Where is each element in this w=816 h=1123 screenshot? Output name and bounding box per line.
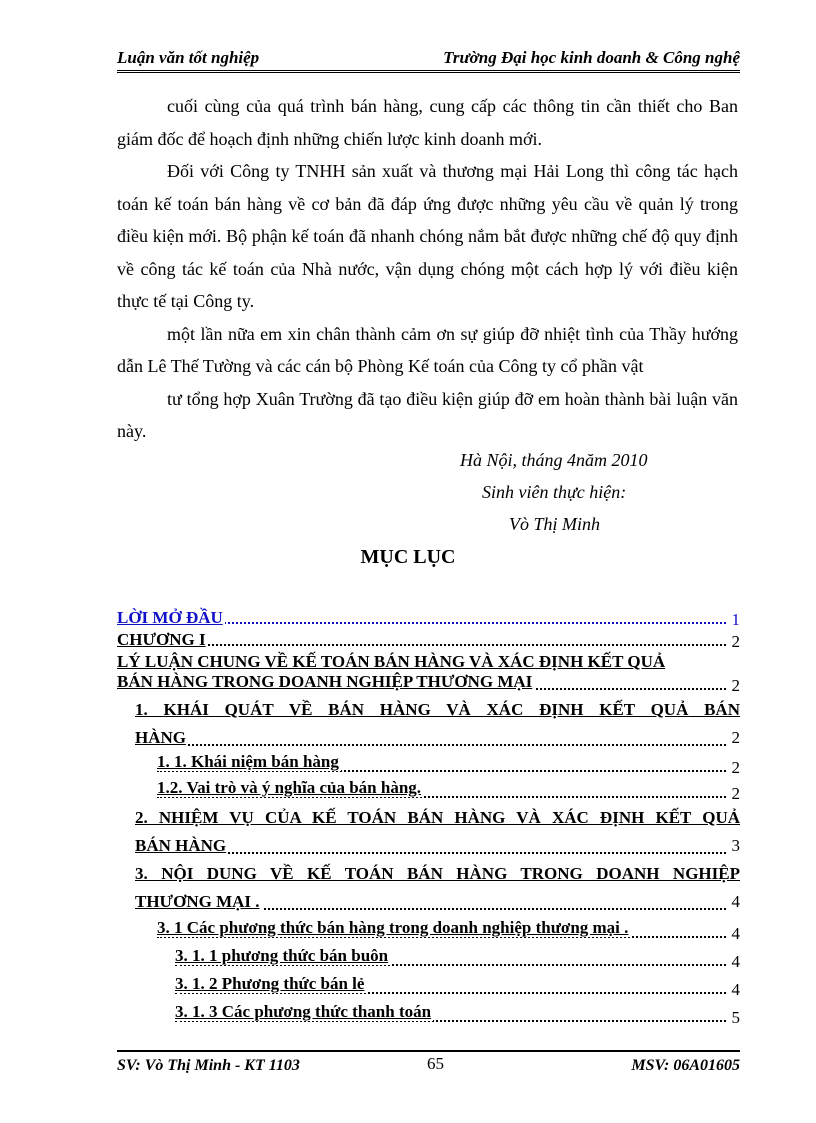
toc-entry-1-1[interactable]: 1. 1. Khái niệm bán hàng 2 [157,752,740,777]
body-text [117,90,738,448]
toc-entry-chapter-1-title[interactable]: LÝ LUẬN CHUNG VỀ KẾ TOÁN BÁN HÀNG VÀ XÁC ĐỊNH KẾT QUẢ BÁN HÀNG TRONG DOANH NGHIỆP THƯƠNG MẠI 2 [117,652,740,695]
footer-student: SV: Vò Thị Minh - KT 1103 [117,1057,300,1074]
toc-entry-intro[interactable]: LỜI MỞ ĐẦU 1 [117,608,740,629]
paragraph-3b: tư tổng hợp Xuân Trường đã tạo điều kiện giúp đỡ em hoàn thành bài luận văn này. [117,388,738,441]
toc-entry-3-1[interactable]: 3. 1 Các phương thức bán hàng trong doanh nghiệp thương mại . 4 [157,918,740,943]
toc-entry-3-1-2[interactable]: 3. 1. 2 Phương thức bán lẻ 4 [175,974,740,999]
page-number: 65 [427,1054,444,1073]
paragraph-2: Đối với Công ty TNHH sản xuất và thương mại Hải Long thì công tác hạch toán kế toán bán hàng về cơ bản đã đáp ứng được những yêu cầu về quản lý trong điều kiện mới. Bộ phận kế toán đã nhanh chóng nắm bắt được những chế độ quy định về công tác kế toán của Nhà nước, vận dụng chóng một cách hợp lý với điều kiện thực tế tại Công ty. [117,161,738,311]
toc-entry-3-1-1[interactable]: 3. 1. 1 phương thức bán buôn 4 [175,946,740,971]
signature-role: Sinh viên thực hiện: [482,482,627,502]
toc-entry-chapter-1[interactable]: CHƯƠNG I 2 [117,630,740,651]
page-footer [117,1050,740,1082]
toc-entry-1-2[interactable]: 1.2. Vai trò và ý nghĩa của bán hàng. 2 [157,778,740,803]
toc-title: MỤC LỤC [360,546,456,568]
toc-entry-section-2[interactable]: 2. NHIỆM VỤ CỦA KẾ TOÁN BÁN HÀNG VÀ XÁC ĐỊNH KẾT QUẢ BÁN HÀNG 3 [135,804,740,860]
header-left: Luận văn tốt nghiệp [117,48,260,67]
header-right: Trường Đại học kinh doanh & Công nghệ [443,48,740,67]
page-header [117,48,740,73]
toc-entry-section-1[interactable]: 1. KHÁI QUÁT VỀ BÁN HÀNG VÀ XÁC ĐỊNH KẾT QUẢ BÁN HÀNG 2 [135,696,740,752]
paragraph-1: cuối cùng của quá trình bán hàng, cung cấp các thông tin cần thiết cho Ban giám đốc để hoạch định những chiến lược kinh doanh mới. [117,96,738,149]
signature-name: Vò Thị Minh [509,514,601,534]
paragraph-3a: một lần nữa em xin chân thành cảm ơn sự giúp đỡ nhiệt tình của Thầy hướng dẫn Lê Thế Tường và các cán bộ Phòng Kế toán của Công ty cổ phần vật [117,323,738,376]
footer-student-id: MSV: 06A01605 [631,1057,740,1074]
toc-entry-3-1-3[interactable]: 3. 1. 3 Các phương thức thanh toán 5 [175,1002,740,1027]
signature-place-date: Hà Nội, tháng 4năm 2010 [460,450,648,470]
toc-entry-section-3[interactable]: 3. NỘI DUNG VỀ KẾ TOÁN BÁN HÀNG TRONG DOANH NGHIỆP THƯƠNG MẠI . 4 [135,860,740,916]
